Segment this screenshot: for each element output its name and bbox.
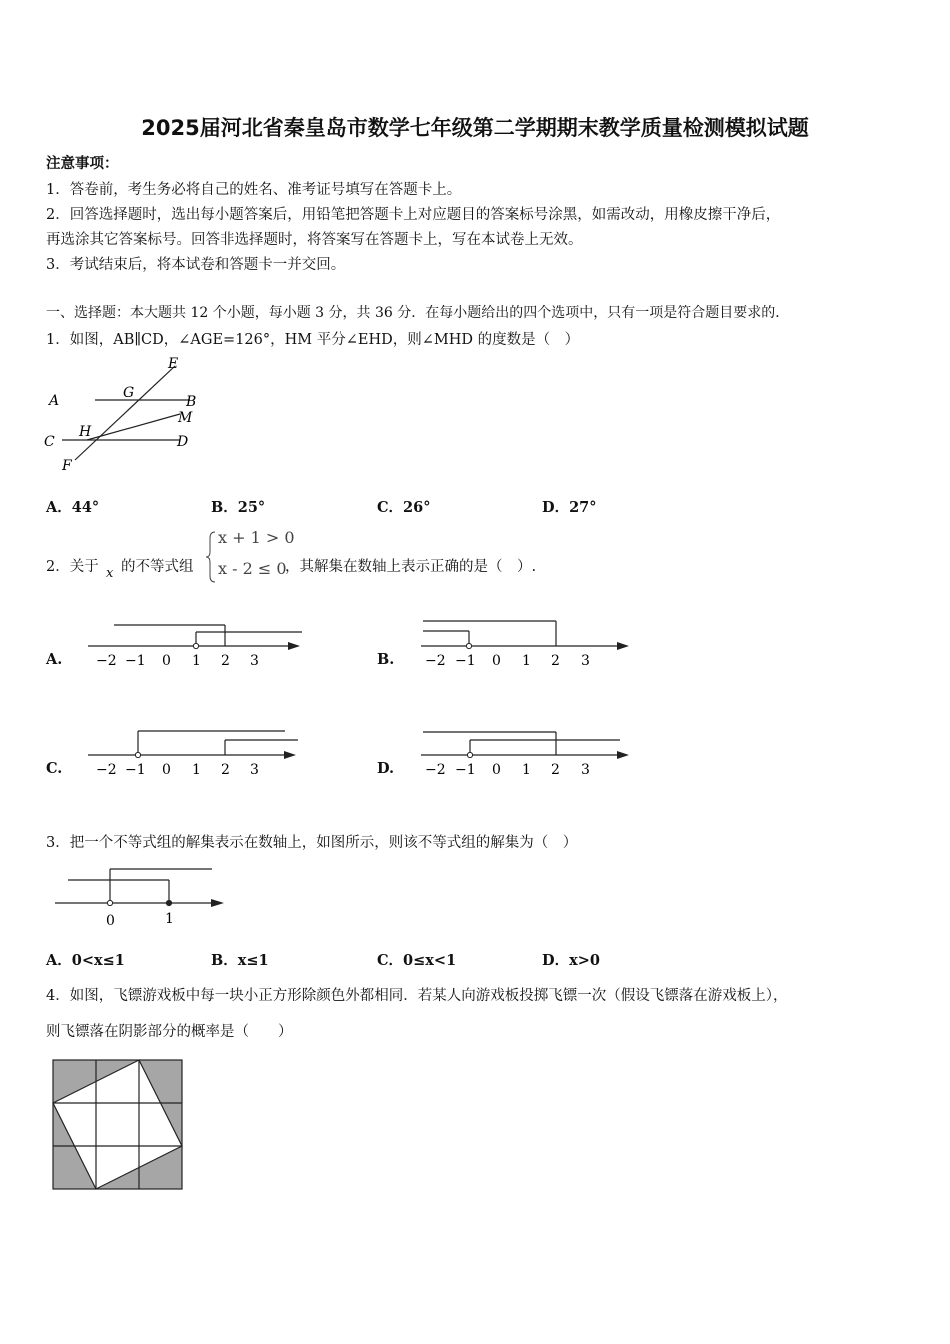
tick-label: 3 <box>250 653 259 669</box>
q2-option-c[interactable]: C. <box>46 760 63 777</box>
label-b: B <box>186 394 197 410</box>
tick-label: −1 <box>125 762 146 778</box>
q1-option-d[interactable]: D．27° <box>542 499 597 516</box>
q2-var: x <box>106 566 114 581</box>
label-g: G <box>123 385 135 401</box>
q2-stem-post: ，其解集在数轴上表示正确的是（ ）. <box>285 559 537 575</box>
notice-item-3: 3．考试结束后，将本试卷和答题卡一并交回。 <box>46 257 346 273</box>
q4-stem-line-2: 则飞镖落在阴影部分的概率是（ ） <box>46 1024 293 1040</box>
q4-stem-line-1: 4．如图，飞镖游戏板中每一块小正方形除颜色外都相同．若某人向游戏板投掷飞镖一次（假设飞镖落在游戏板上）， <box>46 988 788 1004</box>
q3-stem: 3．把一个不等式组的解集表示在数轴上，如图所示，则该不等式组的解集为（ ） <box>46 835 578 851</box>
line-ef <box>75 366 175 460</box>
tick-label: 1 <box>192 653 201 669</box>
tick-label: 3 <box>581 762 590 778</box>
tick-label: 0 <box>106 913 115 929</box>
q1-option-b[interactable]: B．25° <box>211 499 266 516</box>
tick-label: 2 <box>551 653 560 669</box>
q2-option-d[interactable]: D. <box>377 760 395 777</box>
tick-label: 1 <box>522 653 531 669</box>
q3-option-d[interactable]: D．x>0 <box>542 952 600 969</box>
q1-figure <box>40 352 210 477</box>
q3-option-b[interactable]: B．x≤1 <box>211 952 269 969</box>
tick-label: 3 <box>581 653 590 669</box>
tick-label: 1 <box>165 911 174 927</box>
q2-number-line-d <box>413 724 638 784</box>
tick-label: 2 <box>221 653 230 669</box>
label-m: M <box>178 410 193 426</box>
q4-dartboard <box>50 1057 185 1192</box>
q1-option-a[interactable]: A．44° <box>46 499 100 516</box>
q3-option-a[interactable]: A．0<x≤1 <box>46 952 125 969</box>
tick-label: 0 <box>162 653 171 669</box>
tick-label: −2 <box>425 762 446 778</box>
q2-stem-pre: 2．关于 <box>46 559 99 575</box>
q1-stem: 1．如图，AB∥CD，∠AGE=126°，HM 平分∠EHD，则∠MHD 的度数是（ ） <box>46 332 580 348</box>
tick-label: −2 <box>425 653 446 669</box>
q2-number-line-a <box>80 615 310 675</box>
notice-item-1: 1．答卷前，考生务必将自己的姓名、准考证号填写在答题卡上。 <box>46 182 462 198</box>
tick-label: 2 <box>221 762 230 778</box>
label-f: F <box>62 458 72 474</box>
label-a: A <box>49 393 60 409</box>
label-e: E <box>168 356 179 372</box>
tick-label: −2 <box>96 653 117 669</box>
tick-label: 1 <box>522 762 531 778</box>
q3-number-line <box>50 862 235 932</box>
tick-label: 0 <box>162 762 171 778</box>
label-h: H <box>79 424 92 440</box>
tick-label: 0 <box>492 653 501 669</box>
q2-brace <box>205 530 217 584</box>
notice-heading: 注意事项： <box>46 155 119 172</box>
tick-label: −2 <box>96 762 117 778</box>
notice-item-2-cont: 再选涂其它答案标号。回答非选择题时，将答案写在答题卡上，写在本试卷上无效。 <box>46 232 583 248</box>
q2-option-a[interactable]: A. <box>46 651 63 668</box>
q3-option-c[interactable]: C．0≤x<1 <box>377 952 457 969</box>
q2-ineq-1: x + 1 > 0 <box>218 528 295 547</box>
tick-label: −1 <box>455 653 476 669</box>
notice-item-2: 2．回答选择题时，选出每小题答案后，用铅笔把答题卡上对应题目的答案标号涂黑，如需改动，用橡皮擦干净后， <box>46 207 781 223</box>
tick-label: 2 <box>551 762 560 778</box>
q2-stem-mid: 的不等式组 <box>121 559 194 575</box>
ray-hm <box>87 414 180 440</box>
label-c: C <box>44 434 55 450</box>
q2-option-b[interactable]: B. <box>377 651 395 668</box>
tick-label: 1 <box>192 762 201 778</box>
q1-option-c[interactable]: C．26° <box>377 499 431 516</box>
tick-label: −1 <box>455 762 476 778</box>
label-d: D <box>177 434 189 450</box>
q2-number-line-b <box>413 615 638 675</box>
page-title: 2025届河北省秦皇岛市数学七年级第二学期期末教学质量检测模拟试题 <box>141 116 809 140</box>
section-heading: 一、选择题：本大题共 12 个小题，每小题 3 分，共 36 分．在每小题给出的四个选项中，只有一项是符合题目要求的． <box>46 305 790 321</box>
tick-label: −1 <box>125 653 146 669</box>
q2-number-line-c <box>80 724 310 784</box>
tick-label: 3 <box>250 762 259 778</box>
tick-label: 0 <box>492 762 501 778</box>
q2-ineq-2: x - 2 ≤ 0 <box>218 559 287 578</box>
